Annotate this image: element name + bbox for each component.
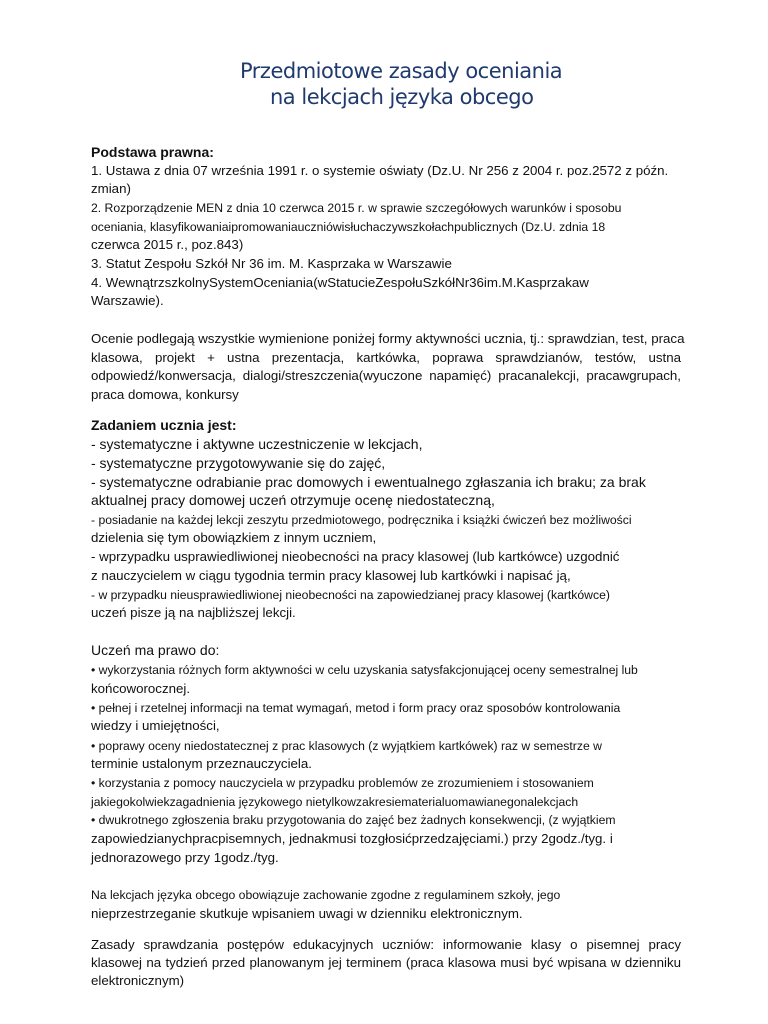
student-rights-line: końcoworocznej. [91, 681, 191, 696]
student-rights-line: • wykorzystania różnych form aktywności w celu uzyskania satysfakcjonującej oceny semestralnej lub [91, 663, 638, 677]
legal-basis-line: zmian) [91, 181, 131, 196]
legal-basis-line: 1. Ustawa z dnia 07 września 1991 r. o systemie oświaty (Dz.U. Nr 256 z 2004 r. poz.2572 z późn. [91, 163, 669, 178]
legal-basis-line: 3. Statut Zespołu Szkół Nr 36 im. M. Kasprzaka w Warszawie [91, 256, 452, 271]
progress-check-line: Zasady sprawdzania postępów edukacyjnych uczniów: informowanie klasy o pisemnej pracy [91, 937, 681, 952]
student-rights-line: jakiegokolwiekzagadnienia językowego nietylkowzakresiematerialuomawianegonalekcjach [91, 795, 579, 809]
student-rights-line: • korzystania z pomocy nauczyciela w przypadku problemów ze zrozumieniem i stosowaniem [91, 776, 594, 790]
student-duties-line: z nauczycielem w ciągu tygodnia termin pracy klasowej lub kartkówki i napisać ją, [91, 568, 571, 583]
behavior-line: nieprzestrzeganie skutkuje wpisaniem uwagi w dzienniku elektronicznym. [91, 906, 523, 921]
student-rights-line: • pełnej i rzetelnej informacji na temat wymagań, metod i form pracy oraz sposobów kontrolowania [91, 701, 621, 715]
student-rights-line: • dwukrotnego zgłoszenia braku przygotowania do zajęć bez żadnych konsekwencji, (z wyjątkiem [91, 813, 616, 827]
student-rights-line: terminie ustalonym przeznauczyciela. [91, 756, 312, 771]
assessment-forms-line: odpowiedź/konwersacja, dialogi/streszczenia(wyuczone napamięć) pracanalekcji, pracawgrupach, [91, 368, 681, 383]
assessment-forms-line: praca domowa, konkursy [91, 387, 239, 402]
legal-basis-line: oceniania, klasyfikowaniaipromowaniauczniówisłuchaczywszkołachpublicznych (Dz.U. zdnia 18 [91, 220, 606, 234]
student-duties-line: - w przypadku nieusprawiedliwionej nieobecności na zapowiedzianej pracy klasowej (kartkówce) [91, 588, 610, 602]
behavior-line: Na lekcjach języka obcego obowiązuje zachowanie zgodne z regulaminem szkoły, jego [91, 888, 561, 902]
assessment-forms-line: Ocenie podlegają wszystkie wymienione poniżej formy aktywności ucznia, tj.: sprawdzian, test, praca [91, 331, 685, 346]
legal-basis-line: 4. WewnątrzszkolnySystemOceniania(wStatucieZespołuSzkółNr36im.M.Kasprzakaw [91, 275, 589, 290]
student-rights-line: • poprawy oceny niedostatecznej z prac klasowych (z wyjątkiem kartkówek) raz w semestrze w [91, 739, 602, 753]
student-duties-line: - wprzypadku usprawiedliwionej nieobecności na pracy klasowej (lub kartkówce) uzgodnić [91, 549, 620, 564]
student-duties-line: - systematyczne przygotowywanie się do zajęć, [91, 455, 386, 471]
student-duties-line: aktualnej pracy domowej uczeń otrzymuje ocenę niedostateczną, [91, 492, 495, 508]
student-duties-line: dzielenia się tym obowiązkiem z innym uczniem, [91, 530, 377, 545]
progress-check-line: elektronicznym) [91, 973, 185, 988]
document-title-line-1: Przedmiotowe zasady oceniania [240, 59, 563, 83]
legal-basis-heading: Podstawa prawna: [91, 144, 214, 160]
student-rights-heading: Uczeń ma prawo do: [91, 642, 220, 658]
student-rights-line: jednorazowego przy 1godz./tyg. [91, 850, 279, 865]
document-title-line-2: na lekcjach języka obcego [270, 85, 534, 109]
legal-basis-line: 2. Rozporządzenie MEN z dnia 10 czerwca 2015 r. w sprawie szczegółowych warunków i sposobu [91, 201, 622, 215]
student-duties-heading: Zadaniem ucznia jest: [91, 417, 237, 433]
legal-basis-line: czerwca 2015 r., poz.843) [91, 237, 244, 252]
student-duties-line: - systematyczne odrabianie prac domowych i ewentualnego zgłaszania ich braku; za brak [91, 474, 646, 490]
student-duties-line: - posiadanie na każdej lekcji zeszytu przedmiotowego, podręcznika i książki ćwiczeń bez możliwości [91, 513, 632, 527]
progress-check-line: klasowej na tydzień przed planowanym jej terminem (praca klasowa musi być wpisana w dzienniku [91, 955, 681, 970]
legal-basis-line: Warszawie). [91, 293, 164, 308]
assessment-forms-line: klasowa, projekt + ustna prezentacja, kartkówka, poprawa sprawdzianów, testów, ustna [91, 350, 681, 365]
student-duties-line: - systematyczne i aktywne uczestniczenie w lekcjach, [91, 436, 423, 452]
student-rights-line: wiedzy i umiejętności, [91, 718, 220, 733]
student-rights-line: zapowiedzianychpracpisemnych, jednakmusi tozgłosićprzedzajęciami.) przy 2godz./tyg. i [91, 831, 613, 846]
student-duties-line: uczeń pisze ją na najbliższej lekcji. [91, 605, 296, 620]
